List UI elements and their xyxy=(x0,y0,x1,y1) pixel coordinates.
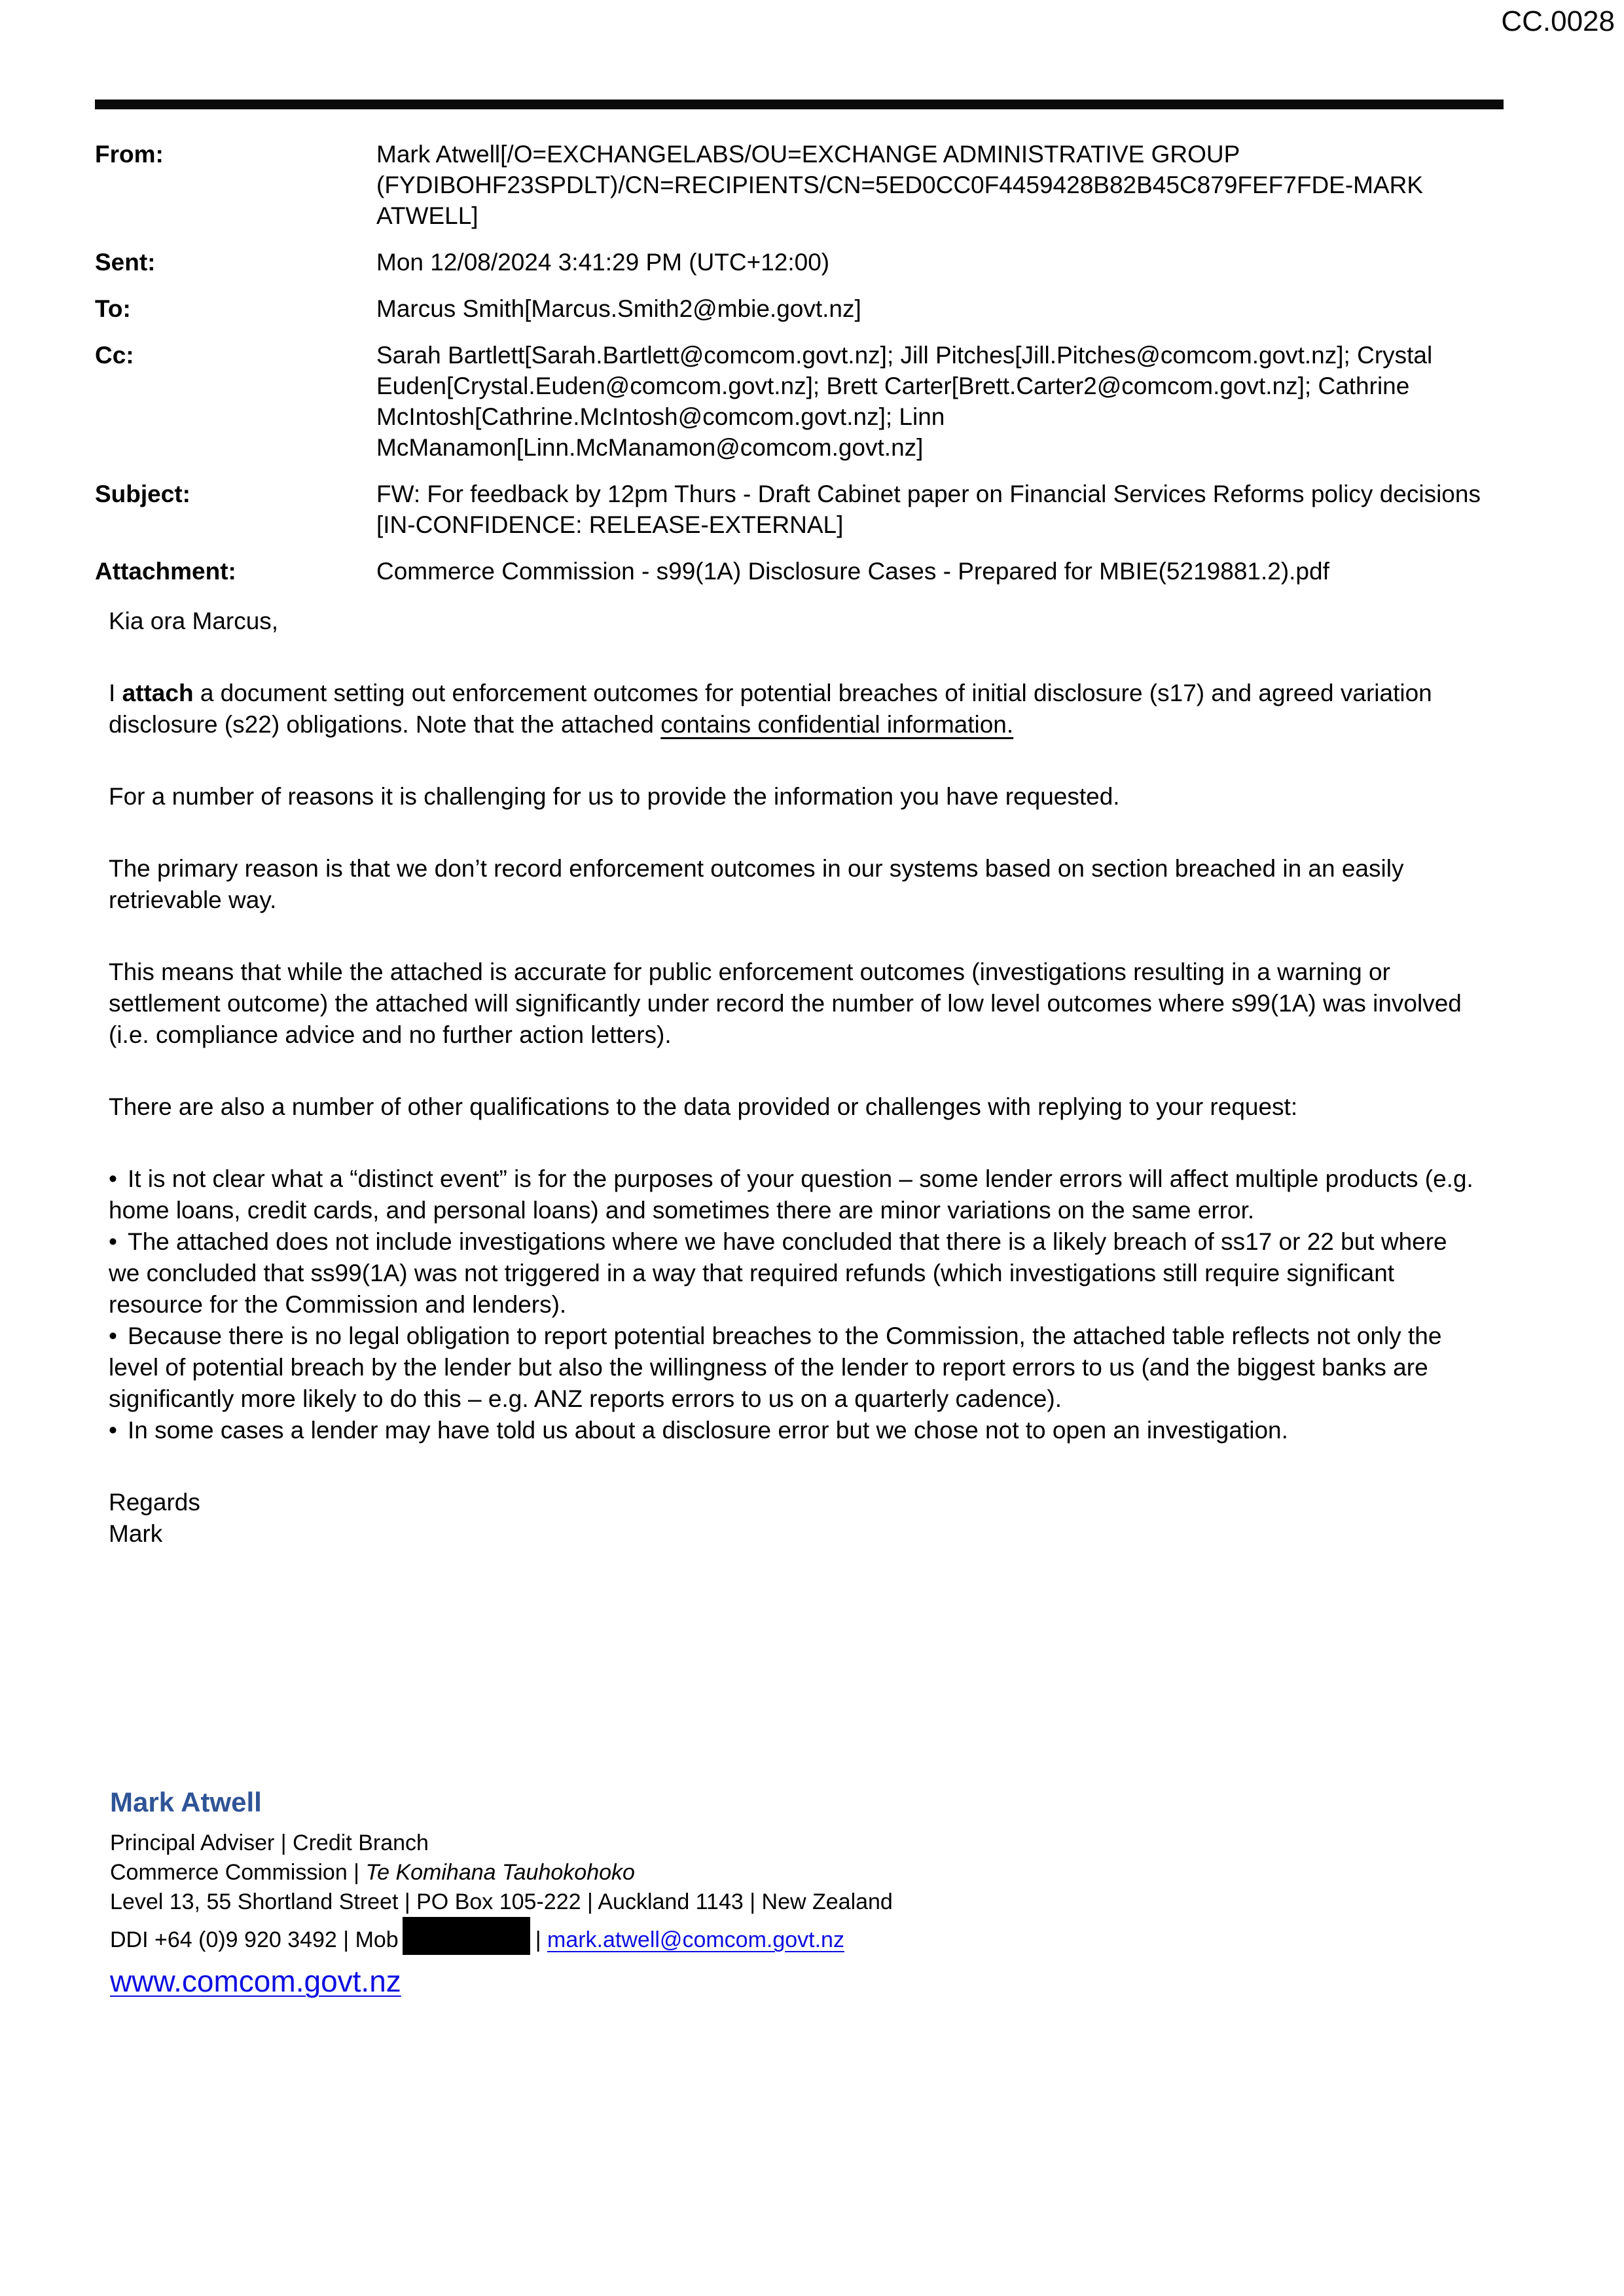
bullet-marker: • xyxy=(109,1165,117,1192)
email-body xyxy=(109,606,1481,1550)
cc-value: Sarah Bartlett[Sarah.Bartlett@comcom.govt.nz]; Jill Pitches[Jill.Pitches@comcom.govt.nz]; Crystal Euden[Crystal.Euden@comcom.govt.nz]; Brett Carter[Brett.Carter2@comcom.govt.nz]; Cathrine McIntosh[Cathrine.McIntosh@comcom.govt.nz]; Linn McManamon[Linn.McManamon@comcom.govt.nz] xyxy=(376,342,1433,461)
attachment-filename: Commerce Commission - s99(1A) Disclosure Cases - Prepared for MBIE(5219881.2).pdf xyxy=(376,558,1329,585)
paragraph-attach-mid: a document setting out enforcement outcomes for potential breaches of initial disclosure (s17) and agreed variation disclosure (s22) obligations. Note that the attached xyxy=(109,680,1432,738)
header-row-subject xyxy=(95,479,1512,540)
bullet-item xyxy=(109,1321,1481,1415)
sent-value: Mon 12/08/2024 3:41:29 PM (UTC+12:00) xyxy=(376,249,830,276)
bullet-marker: • xyxy=(109,1322,117,1349)
header-row-cc xyxy=(95,340,1512,463)
bullet-marker: • xyxy=(109,1228,117,1255)
signature-address: Level 13, 55 Shortland Street | PO Box 105-222 | Auckland 1143 | New Zealand xyxy=(110,1889,893,1914)
bullet-list xyxy=(109,1163,1481,1446)
confidential-underlined-text: contains confidential information. xyxy=(660,711,1014,738)
email-link[interactable]: mark.atwell@comcom.govt.nz xyxy=(547,1927,844,1952)
bullet-text-no-legal-obligation: Because there is no legal obligation to report potential breaches to the Commission, the attached table reflects not only the level of potential breach by the lender but also the willingness of the lender to report errors to us (and the biggest banks are significantly more likely to do this – e.g. ANZ reports errors to us on a quarterly cadence). xyxy=(109,1322,1442,1412)
paragraph-qualifications: There are also a number of other qualifications to the data provided or challenges with replying to your request: xyxy=(109,1093,1298,1120)
to-label: To: xyxy=(95,295,131,322)
paragraph-primary-reason: The primary reason is that we don’t record enforcement outcomes in our systems based on section breached in an easily retrievable way. xyxy=(109,855,1404,913)
header-row-attachment xyxy=(95,556,1512,587)
subject-label: Subject: xyxy=(95,481,190,507)
header-row-to xyxy=(95,293,1512,324)
paragraph-attach-pre: I xyxy=(109,680,122,706)
paragraph-this-means: This means that while the attached is accurate for public enforcement outcomes (investigations resulting in a warning or settlement outcome) the attached will significantly under record the number of low level outcomes where s99(1A) was involved (i.e. compliance advice and no further action letters). xyxy=(109,958,1462,1048)
email-header xyxy=(95,139,1512,602)
greeting: Kia ora Marcus, xyxy=(109,608,279,634)
paragraph-reasons: For a number of reasons it is challenging for us to provide the information you have requested. xyxy=(109,783,1120,810)
signature-phone-numbers: DDI +64 (0)9 920 3492 | Mob xyxy=(110,1927,399,1952)
subject-value: FW: For feedback by 12pm Thurs - Draft Cabinet paper on Financial Services Reforms policy decisions [IN-CONFIDENCE: RELEASE-EXTERNAL] xyxy=(376,481,1481,538)
closing-regards: Regards xyxy=(109,1489,200,1516)
bullet-item xyxy=(109,1415,1481,1446)
closing xyxy=(109,1487,1481,1550)
header-row-from xyxy=(95,139,1512,231)
signature-name: Mark Atwell xyxy=(110,1787,262,1817)
redaction-box xyxy=(403,1917,530,1955)
bullet-marker: • xyxy=(109,1417,117,1444)
closing-name: Mark xyxy=(109,1520,163,1547)
attachment-label: Attachment: xyxy=(95,558,236,585)
from-label: From: xyxy=(95,141,164,168)
header-divider-rule xyxy=(95,100,1504,109)
sent-label: Sent: xyxy=(95,249,156,276)
bullet-text-chose-not-to-open: In some cases a lender may have told us about a disclosure error but we chose not to open an investigation. xyxy=(127,1417,1288,1444)
signature-org xyxy=(110,1858,1485,1887)
paragraph-attach xyxy=(109,678,1481,740)
bullet-item xyxy=(109,1226,1481,1321)
signature-role: Principal Adviser | Credit Branch xyxy=(110,1831,429,1855)
signature-org-english: Commerce Commission | xyxy=(110,1860,366,1885)
bullet-item xyxy=(109,1163,1481,1226)
to-value: Marcus Smith[Marcus.Smith2@mbie.govt.nz] xyxy=(376,295,861,322)
attach-bold-word: attach xyxy=(122,680,194,706)
cc-label: Cc: xyxy=(95,342,134,369)
signature-org-maori: Te Komihana Tauhokohoko xyxy=(365,1860,635,1885)
signature-block xyxy=(110,1785,1485,1999)
bullet-text-not-include: The attached does not include investigations where we have concluded that there is a likely breach of ss17 or 22 but where we concluded that ss99(1A) was not triggered in a way that required refunds (which investigations still require significant resource for the Commission and lenders). xyxy=(109,1228,1447,1318)
bullet-text-distinct-event: It is not clear what a “distinct event” is for the purposes of your question – some lender errors will affect multiple products (e.g. home loans, credit cards, and personal loans) and sometimes there are minor variations on the same error. xyxy=(109,1165,1473,1224)
doc-reference-number: CC.0028 xyxy=(1501,5,1615,37)
signature-phone-line xyxy=(110,1917,1485,1955)
header-row-sent xyxy=(95,247,1512,278)
website-link[interactable]: www.comcom.govt.nz xyxy=(110,1964,401,1998)
from-value: Mark Atwell[/O=EXCHANGELABS/OU=EXCHANGE ADMINISTRATIVE GROUP (FYDIBOHF23SPDLT)/CN=RECIPIENTS/CN=5ED0CC0F4459428B82B45C879FEF7FDE-MARK ATWELL] xyxy=(376,141,1424,229)
phone-email-separator: | xyxy=(535,1927,547,1952)
